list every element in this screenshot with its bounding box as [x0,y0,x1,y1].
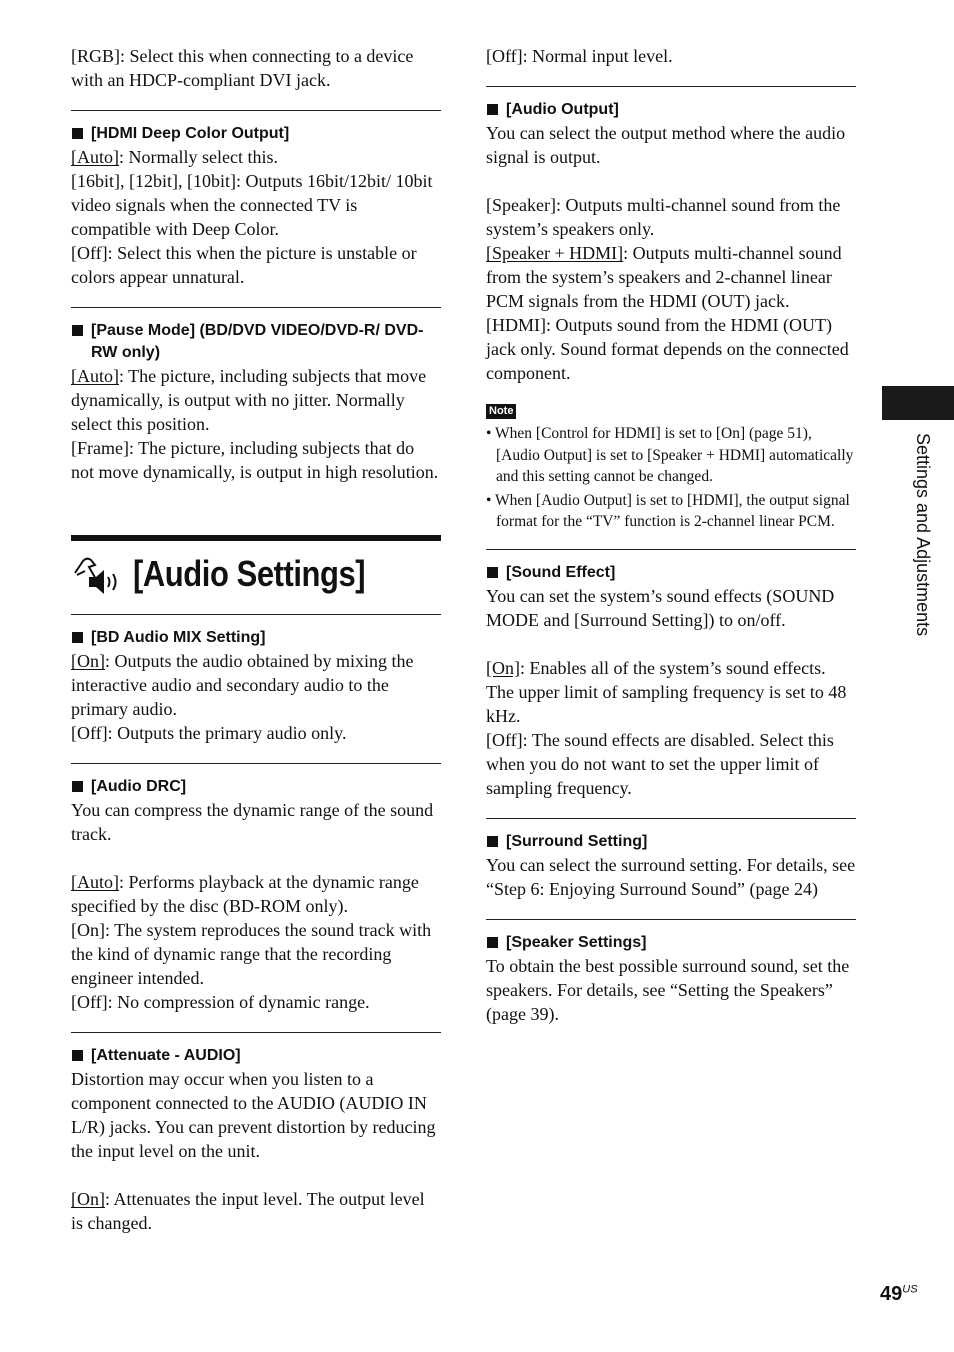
left-column [71,44,441,1235]
hdmi-deep-color-heading: [HDMI Deep Color Output] [71,123,441,145]
square-bullet-icon [72,1050,83,1061]
audio-drc-heading: [Audio DRC] [71,776,441,798]
note-item: • When [Control for HDMI] is set to [On] (page 51), [Audio Output] is set to [Speaker + HDMI] automatically and this setting cannot be changed. [486,425,854,485]
drc-on: [On]: The system reproduces the sound track with the kind of dynamic range that the recording engineer intended. [71,920,432,988]
square-bullet-icon [72,325,83,336]
drc-desc: You can compress the dynamic range of the sound track. [71,800,434,844]
hdmi-deep-bits: [16bit], [12bit], [10bit]: Outputs 16bit/12bit/ 10bit video signals when the connected TV is compatible with Deep Color. [71,171,433,239]
rgb-option: [RGB]: Select this when connecting to a device with an HDCP-compliant DVI jack. [71,46,414,90]
speaker-settings-desc: To obtain the best possible surround sound, set the speakers. For details, see “Setting the Speakers” (page 39). [486,955,850,1024]
square-bullet-icon [487,567,498,578]
hdmi-deep-auto: [Auto]: Normally select this. [71,147,278,167]
section-title-row [71,541,441,607]
bd-audio-mix-heading: [BD Audio MIX Setting] [71,627,441,649]
page-number: $49^{US}$ [880,1283,918,1305]
drc-auto: [Auto]: Performs playback at the dynamic range specified by the disc (BD-ROM only). [71,872,419,916]
section-title: [Audio Settings] [133,553,366,594]
attenuate-heading: [Attenuate - AUDIO] [71,1045,441,1067]
notes-list [486,423,856,533]
sound-effect-heading: [Sound Effect] [486,562,856,584]
note-item: • When [Audio Output] is set to [HDMI], the output signal format for the “TV” function is 2-channel linear PCM. [486,491,850,530]
speaker-settings-heading: [Speaker Settings] [486,932,856,954]
attenuate-desc: Distortion may occur when you listen to a component connected to the AUDIO (AUDIO IN L/R) jacks. You can prevent distortion by reducing the input level on the unit. [71,1069,436,1161]
attenuate-off: [Off]: Normal input level. [486,46,673,66]
square-bullet-icon [72,128,83,139]
pause-auto: [Auto]: The picture, including subjects that move dynamically, is output with no jitter. Normally select this position. [71,366,427,434]
sound-effect-on: [On]: Enables all of the system’s sound effects. The upper limit of sampling frequency is set to 48 kHz. [486,657,847,726]
square-bullet-icon [487,836,498,847]
bd-mix-on: [On]: Outputs the audio obtained by mixing the interactive audio and secondary audio to the primary audio. [71,651,414,719]
audio-output-desc: You can select the output method where the audio signal is output. [486,123,846,167]
hdmi-deep-off: [Off]: Select this when the picture is unstable or colors appear unnatural. [71,243,417,287]
bd-mix-off: [Off]: Outputs the primary audio only. [71,723,347,743]
audio-settings-icon [71,551,123,597]
audio-output-heading: [Audio Output] [486,99,856,121]
square-bullet-icon [72,632,83,643]
audio-output-hdmi: [HDMI]: Outputs sound from the HDMI (OUT) jack only. Sound format depends on the connected component. [486,315,849,383]
audio-output-speaker-hdmi: [Speaker + HDMI]: Outputs multi-channel sound from the system’s speakers and 2-channel linear PCM signals from the HDMI (OUT) jack. [486,243,842,311]
sound-effect-desc: You can set the system’s sound effects (SOUND MODE and [Surround Setting]) to on/off. [486,585,835,630]
right-column [486,44,856,1026]
side-section-label: Settings and Adjustments [913,433,933,637]
pause-frame: [Frame]: The picture, including subjects that do not move dynamically, is output in high resolution. [71,438,439,482]
note-badge: Note [486,404,516,419]
square-bullet-icon [487,937,498,948]
pause-mode-heading: [Pause Mode] (BD/DVD VIDEO/DVD-R/ DVD-RW only) [71,320,441,364]
attenuate-on: [On]: Attenuates the input level. The output level is changed. [71,1189,425,1233]
section-tab [882,386,954,420]
surround-desc: You can select the surround setting. For details, see “Step 6: Enjoying Surround Sound” (page 24) [486,854,856,899]
drc-off: [Off]: No compression of dynamic range. [71,992,370,1012]
sound-effect-off: [Off]: The sound effects are disabled. Select this when you do not want to set the upper limit of sampling frequency. [486,729,834,798]
square-bullet-icon [72,781,83,792]
surround-setting-heading: [Surround Setting] [486,831,856,853]
audio-output-speaker: [Speaker]: Outputs multi-channel sound from the system’s speakers only. [486,195,841,239]
square-bullet-icon [487,104,498,115]
